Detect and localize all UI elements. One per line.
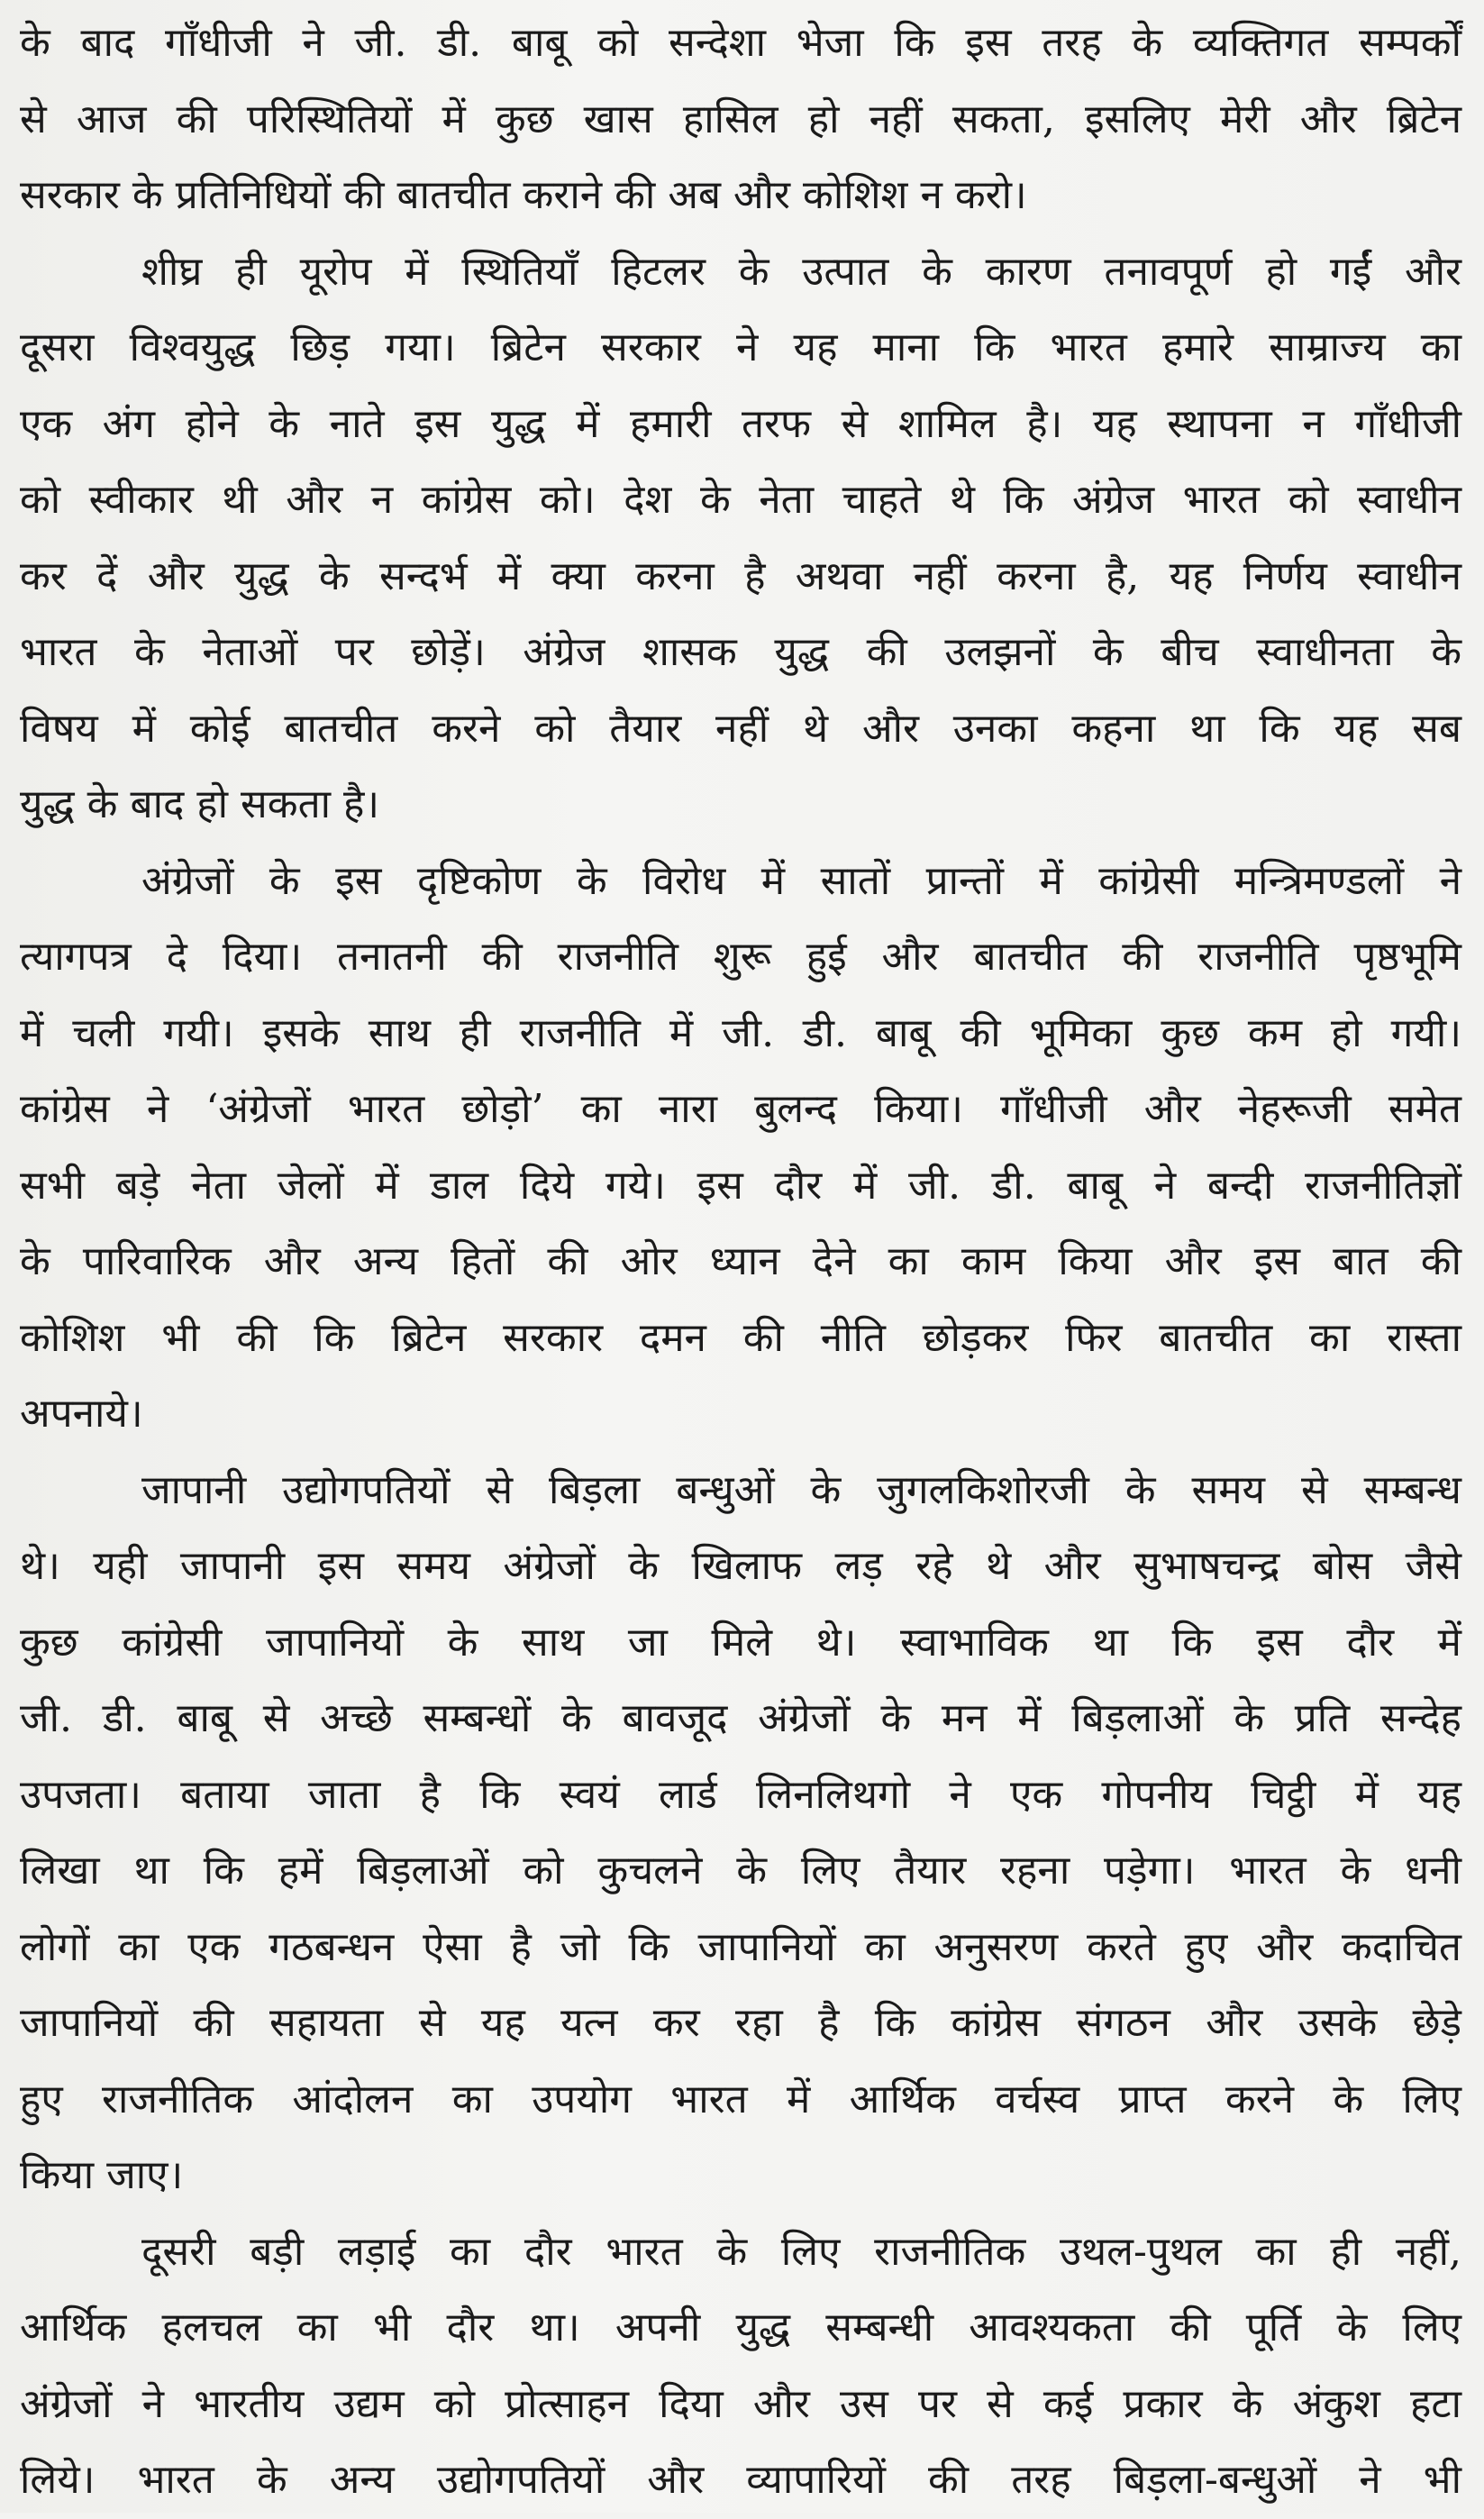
paragraph-4 — [20, 1453, 1461, 2214]
text-line: के पारिवारिक और अन्य हितों की ओर ध्यान देने का काम किया और इस बात की — [20, 1238, 1461, 1284]
text-line: शीघ्र ही यूरोप में स्थितियाँ हिटलर के उत्पात के कारण तनावपूर्ण हो गईं और — [141, 248, 1461, 295]
text-line: किया जाए। — [20, 2152, 184, 2198]
text-line: हुए राजनीतिक आंदोलन का उपयोग भारत में आर्थिक वर्चस्व प्राप्त करने के लिए — [20, 2076, 1461, 2122]
text-line: दूसरा विश्वयुद्ध छिड़ गया। ब्रिटेन सरकार ने यह माना कि भारत हमारे साम्राज्य का — [20, 324, 1461, 370]
text-line: विषय में कोई बातचीत करने को तैयार नहीं थे और उनका कहना था कि यह सब — [20, 705, 1461, 752]
text-line: लोगों का एक गठबन्धन ऐसा है जो कि जापानियों का अनुसरण करते हुए और कदाचित — [20, 1923, 1461, 1970]
paragraph-5 — [20, 2214, 1461, 2519]
text-line: सरकार के प्रतिनिधियों की बातचीत कराने की अब और कोशिश न करो। — [20, 172, 1027, 218]
paragraph-1 — [20, 5, 1461, 234]
text-line: एक अंग होने के नाते इस युद्ध में हमारी तरफ से शामिल है। यह स्थापना न गाँधीजी — [20, 400, 1461, 447]
body-text — [20, 5, 1461, 2519]
text-line: अपनाये। — [20, 1391, 143, 1437]
text-line: जापानियों की सहायता से यह यत्न कर रहा है कि कांग्रेस संगठन और उसके छेड़े — [20, 2000, 1461, 2046]
text-line: कर दें और युद्ध के सन्दर्भ में क्या करना है अथवा नहीं करना है, यह निर्णय स्वाधीन — [20, 552, 1461, 599]
text-line: भारत के नेताओं पर छोड़ें। अंग्रेज शासक युद्ध की उलझनों के बीच स्वाधीनता के — [20, 629, 1461, 675]
paragraph-3 — [20, 844, 1461, 1453]
text-line: सभी बड़े नेता जेलों में डाल दिये गये। इस दौर में जी. डी. बाबू ने बन्दी राजनीतिज्ञों — [20, 1162, 1461, 1209]
text-line: जापानी उद्योगपतियों से बिड़ला बन्धुओं के जुगलकिशोरजी के समय से सम्बन्ध — [141, 1466, 1461, 1513]
text-line: को स्वीकार थी और न कांग्रेस को। देश के नेता चाहते थे कि अंग्रेज भारत को स्वाधीन — [20, 477, 1461, 523]
paragraph-2 — [20, 234, 1461, 844]
text-line: लिखा था कि हमें बिड़लाओं को कुचलने के लिए तैयार रहना पड़ेगा। भारत के धनी — [20, 1848, 1461, 1894]
text-line: दूसरी बड़ी लड़ाई का दौर भारत के लिए राजनीतिक उथल-पुथल का ही नहीं, — [141, 2228, 1461, 2275]
text-line: अंग्रेजों के इस दृष्टिकोण के विरोध में सातों प्रान्तों में कांग्रेसी मन्त्रिमण्डलों ने — [141, 857, 1461, 904]
text-line: में चली गयी। इसके साथ ही राजनीति में जी. डी. बाबू की भूमिका कुछ कम हो गयी। — [20, 1009, 1461, 1056]
text-line: त्यागपत्र दे दिया। तनातनी की राजनीति शुरू हुई और बातचीत की राजनीति पृष्ठभूमि — [20, 934, 1461, 980]
text-line: युद्ध के बाद हो सकता है। — [20, 781, 380, 827]
text-line: कांग्रेस ने ‘अंग्रेजों भारत छोड़ो’ का नारा बुलन्द किया। गाँधीजी और नेहरूजी समेत — [20, 1086, 1461, 1132]
text-line: के बाद गाँधीजी ने जी. डी. बाबू को सन्देशा भेजा कि इस तरह के व्यक्तिगत सम्पर्कों — [20, 20, 1461, 66]
text-line: कुछ कांग्रेसी जापानियों के साथ जा मिले थे। स्वाभाविक था कि इस दौर में — [20, 1619, 1461, 1666]
text-line: लिये। भारत के अन्य उद्योगपतियों और व्यापारियों की तरह बिड़ला-बन्धुओं ने भी — [20, 2457, 1461, 2503]
text-line: जी. डी. बाबू से अच्छे सम्बन्धों के बावजूद अंग्रेजों के मन में बिड़लाओं के प्रति सन्देह — [20, 1695, 1461, 1741]
text-line: कोशिश भी की कि ब्रिटेन सरकार दमन की नीति छोड़कर फिर बातचीत का रास्ता — [20, 1314, 1461, 1361]
text-line: आर्थिक हलचल का भी दौर था। अपनी युद्ध सम्बन्धी आवश्यकता की पूर्ति के लिए — [20, 2305, 1461, 2350]
text-line: से आज की परिस्थितियों में कुछ खास हासिल हो नहीं सकता, इसलिए मेरी और ब्रिटेन — [20, 96, 1461, 142]
text-line: उपजता। बताया जाता है कि स्वयं लार्ड लिनलिथगो ने एक गोपनीय चिट्ठी में यह — [20, 1771, 1461, 1818]
text-line: अंग्रेजों ने भारतीय उद्यम को प्रोत्साहन दिया और उस पर से कई प्रकार के अंकुश हटा — [20, 2380, 1461, 2427]
text-line: थे। यही जापानी इस समय अंग्रेजों के खिलाफ लड़ रहे थे और सुभाषचन्द्र बोस जैसे — [20, 1543, 1461, 1589]
